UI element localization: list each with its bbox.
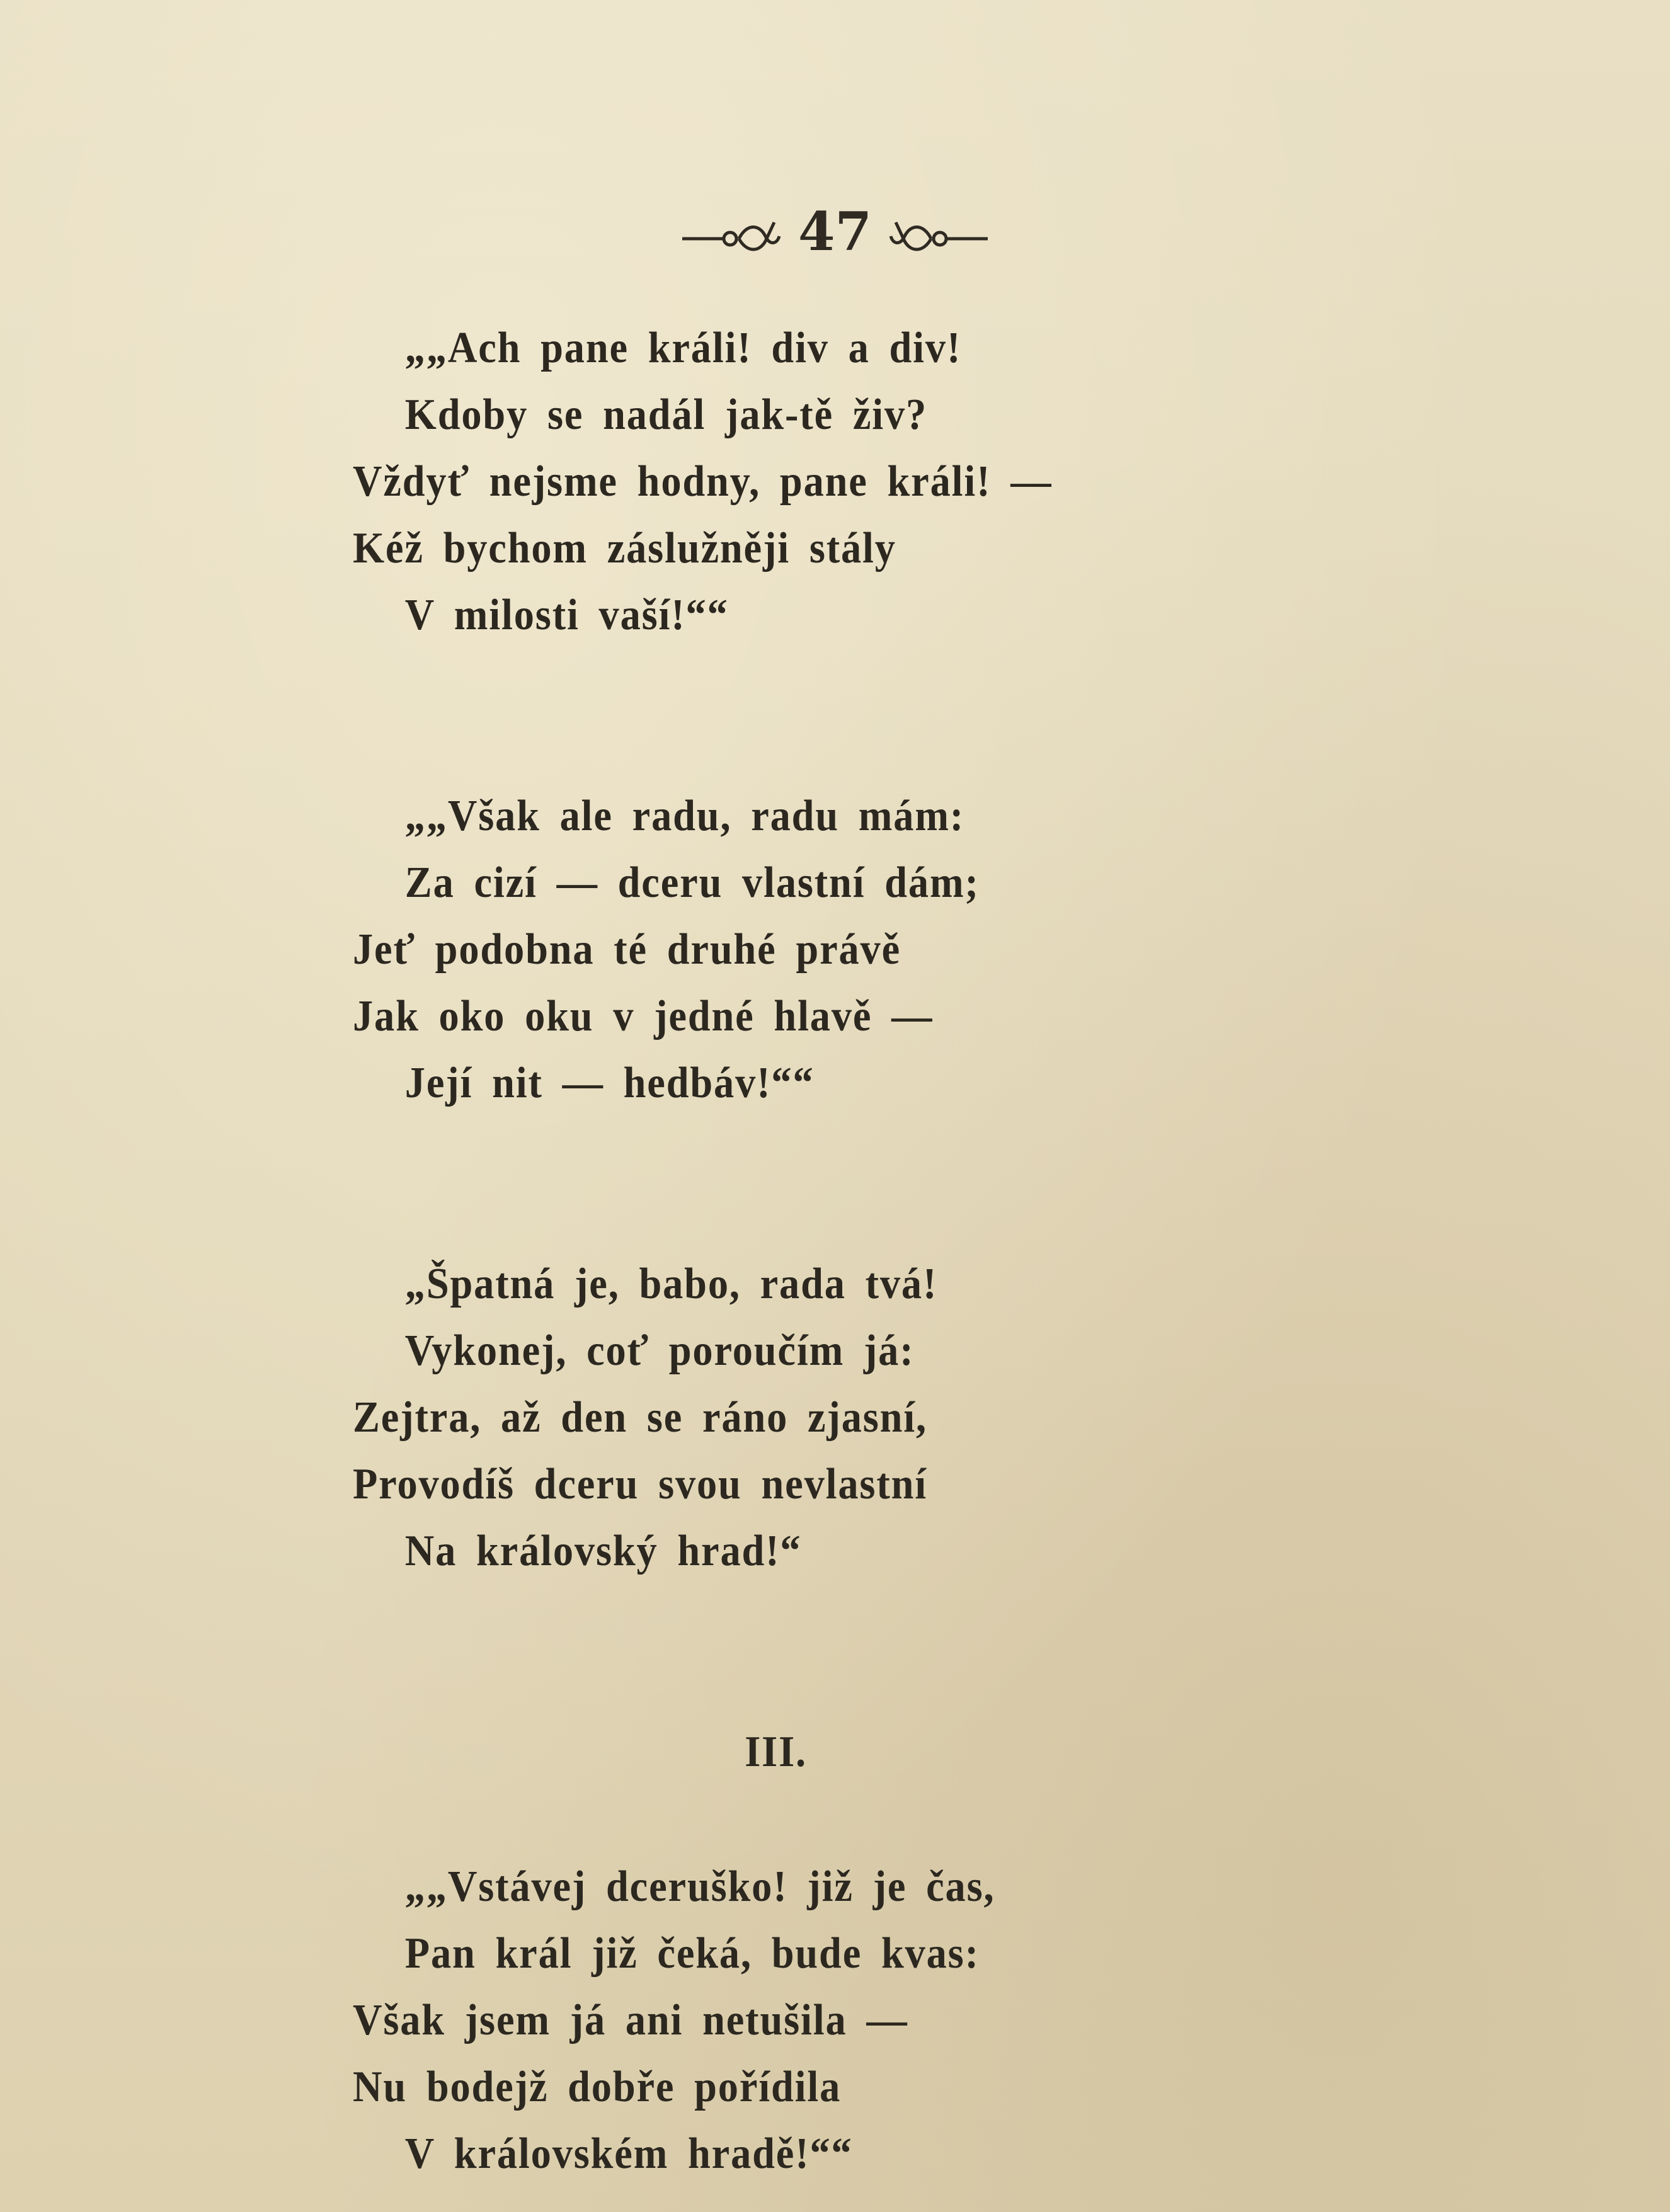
stanza-4 [353,1854,1338,2187]
stanza-1 [353,315,1338,649]
poem-line: Jeť podobna té druhé právě [353,925,901,974]
poem-text [353,315,1338,2212]
poem-line: „„Ach pane králi! div a div! [404,324,962,372]
poem-line: „„Vstávej dceruško! již je čas, [404,1862,995,1911]
stanza-2 [353,783,1338,1117]
poem-line: Za cizí — dceru vlastní dám; [404,858,980,907]
poem-line: Provodíš dceru svou nevlastní [353,1460,928,1508]
poem-line: Jak oko oku v jedné hlavě — [353,992,934,1040]
section-heading: III. [745,1728,807,1776]
poem-line: Zejtra, až den se ráno zjasní, [353,1393,927,1442]
poem-line: Kéž bychom záslužněji stály [353,524,896,573]
poem-line: „„Však ale radu, radu mám: [404,792,965,840]
poem-line: Kdoby se nadál jak-tě živ? [404,391,928,439]
ornament-left-icon [681,217,782,255]
stanza-3 [353,1251,1338,1585]
page-number-header [0,200,1670,263]
page-number: 47 [798,200,872,263]
poem-line: Její nit — hedbáv!““ [404,1059,815,1107]
poem-line: Nu bodejž dobře pořídila [353,2063,842,2111]
poem-line: Vykonej, coť poroučím já: [404,1326,915,1375]
poem-line: Však jsem já ani netušila — [353,1996,908,2044]
poem-line: Na královský hrad!“ [404,1527,802,1575]
poem-line: „Špatná je, babo, rada tvá! [404,1260,938,1308]
ornament-right-icon [888,217,989,255]
poem-line: V královském hradě!““ [404,2129,853,2178]
poem-line: Pan král již čeká, bude kvas: [404,1929,980,1978]
poem-line: Vždyť nejsme hodny, pane králi! — [353,457,1053,506]
poem-line: V milosti vaší!““ [404,591,729,639]
